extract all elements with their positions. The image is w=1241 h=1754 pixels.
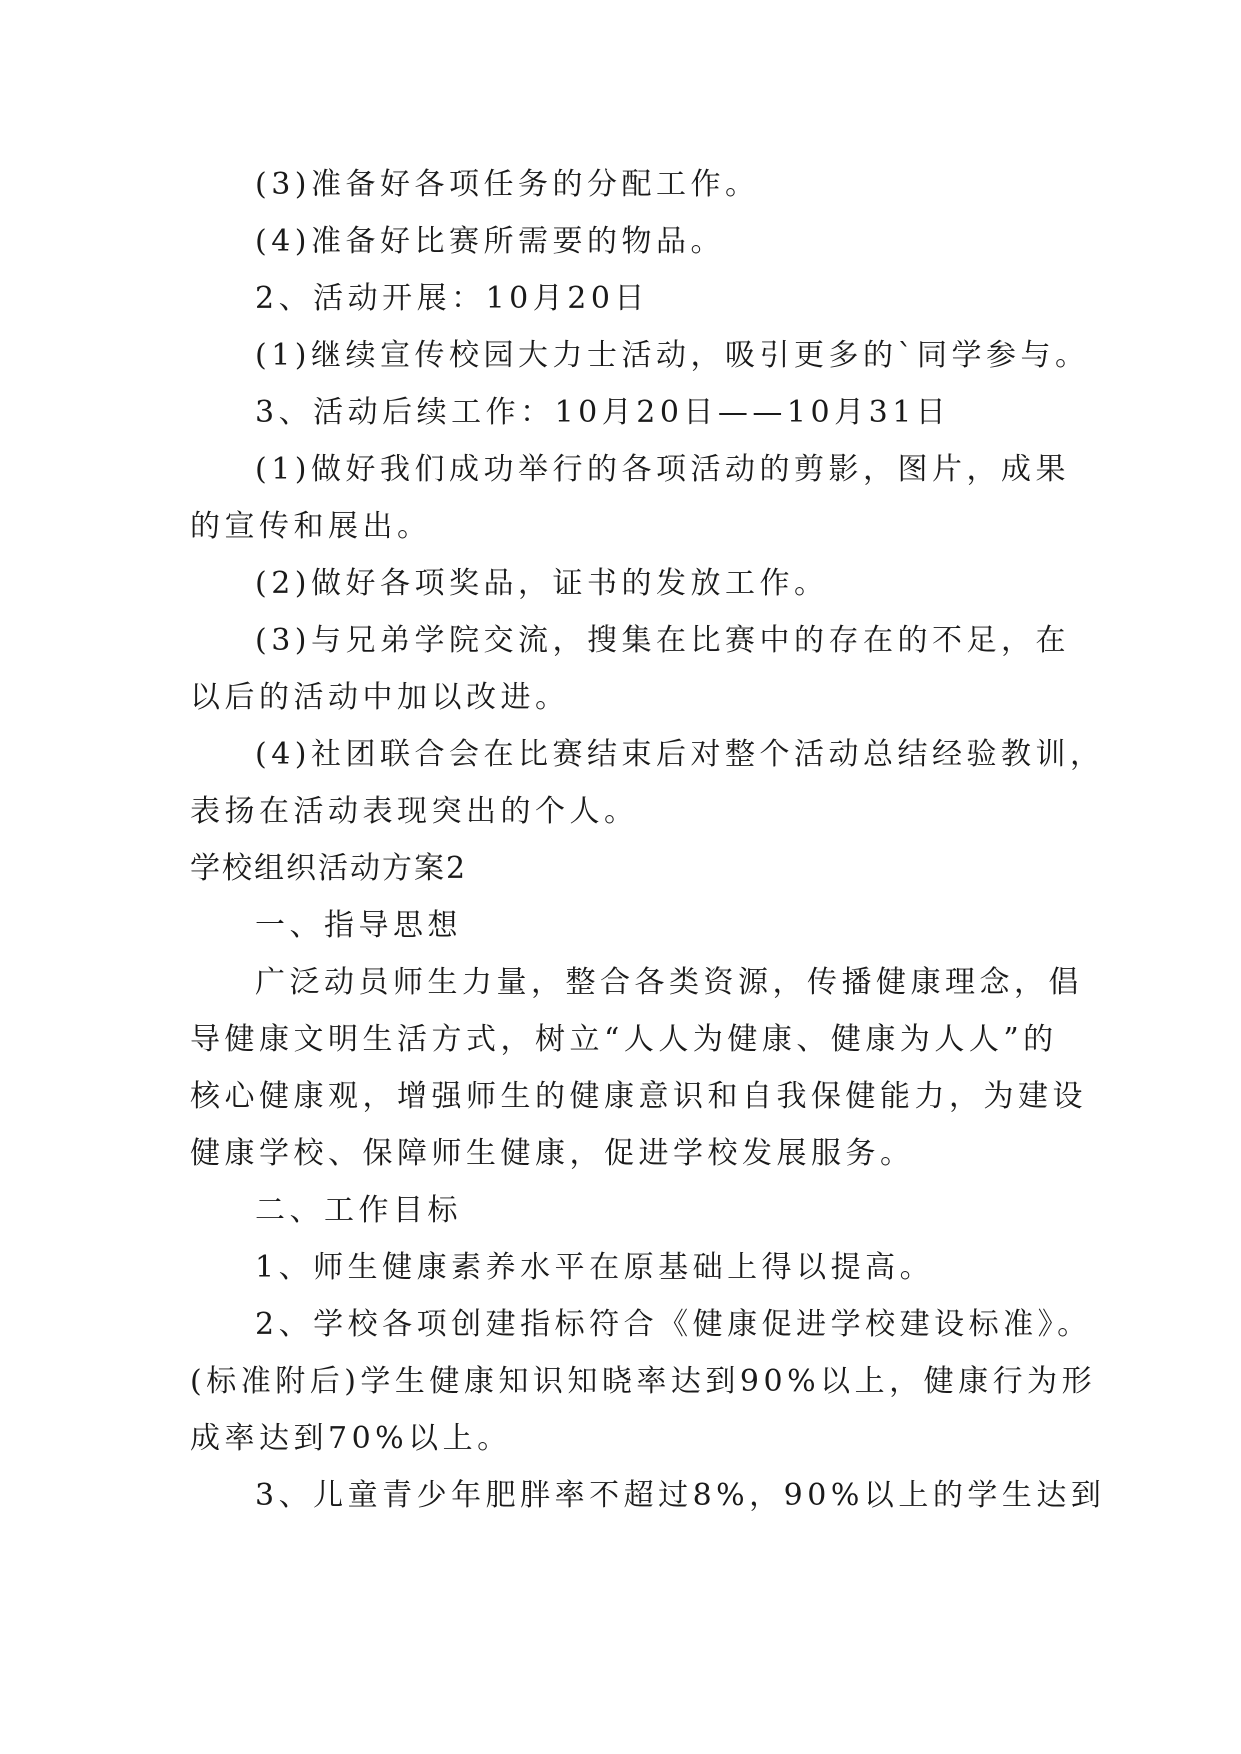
text-line: 导健康文明生活方式，树立“人人为健康、健康为人人”的 <box>190 1022 1058 1057</box>
text-line: 表扬在活动表现突出的个人。 <box>190 794 639 829</box>
section-title: 学校组织活动方案2 <box>190 851 468 886</box>
section-heading: 二、工作目标 <box>255 1193 462 1228</box>
text-line: 健康学校、保障师生健康，促进学校发展服务。 <box>190 1136 915 1171</box>
text-line: 广泛动员师生力量，整合各类资源，传播健康理念，倡 <box>255 965 1083 1000</box>
text-line: (1)做好我们成功举行的各项活动的剪影，图片，成果 <box>255 452 1070 487</box>
text-line: 以后的活动中加以改进。 <box>190 680 570 715</box>
text-line: 2、学校各项创建指标符合《健康促进学校建设标准》。 <box>255 1307 1092 1342</box>
text-line: 1、师生健康素养水平在原基础上得以提高。 <box>255 1250 935 1285</box>
text-line: 3、儿童青少年肥胖率不超过8%，90%以上的学生达到 <box>255 1478 1106 1513</box>
text-line: (3)与兄弟学院交流，搜集在比赛中的存在的不足，在 <box>255 623 1070 658</box>
text-line: 的宣传和展出。 <box>190 509 432 544</box>
text-line: (4)准备好比赛所需要的物品。 <box>255 224 725 259</box>
text-line: 核心健康观，增强师生的健康意识和自我保健能力，为建设 <box>190 1079 1087 1114</box>
text-line: (标准附后)学生健康知识知晓率达到90%以上，健康行为形 <box>190 1364 1097 1399</box>
text-line: 3、活动后续工作：10月20日——10月31日 <box>255 395 951 430</box>
text-line: 成率达到70%以上。 <box>190 1421 512 1456</box>
text-line: (4)社团联合会在比赛结束后对整个活动总结经验教训， <box>255 737 1105 772</box>
text-line: (2)做好各项奖品，证书的发放工作。 <box>255 566 829 601</box>
text-line: (3)准备好各项任务的分配工作。 <box>255 167 760 202</box>
text-line: (1)继续宣传校园大力士活动，吸引更多的`同学参与。 <box>255 338 1090 373</box>
text-line: 2、活动开展：10月20日 <box>255 281 649 316</box>
section-heading: 一、指导思想 <box>255 908 462 943</box>
